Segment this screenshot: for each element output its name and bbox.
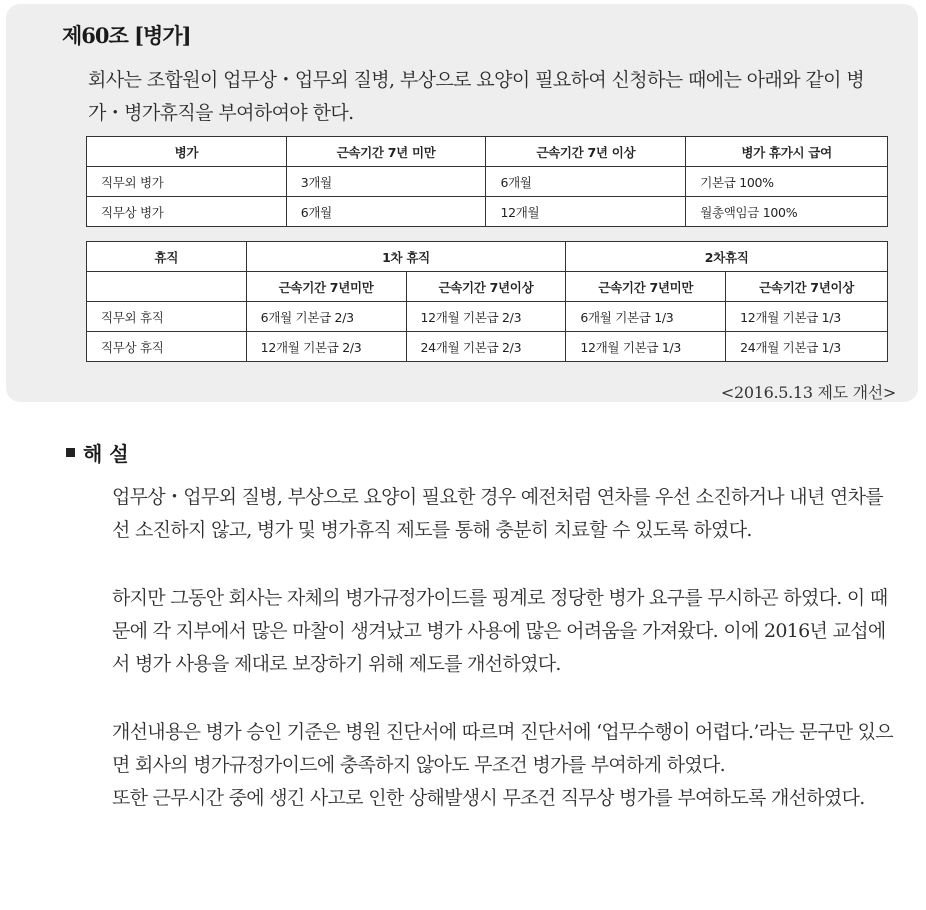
commentary-paragraph: 또한 근무시간 중에 생긴 사고로 인한 상해발생시 무조건 직무상 병가를 부여하도록 개선하였다.	[112, 787, 865, 809]
table-cell: 기본급 100%	[686, 167, 888, 197]
table-header-cell: 근속기간 7년미만	[246, 272, 406, 302]
table-header-cell: 근속기간 7년이상	[406, 272, 566, 302]
table-row	[87, 167, 888, 197]
table-header-row	[87, 242, 888, 272]
table-cell: 직무상 휴직	[87, 332, 247, 362]
commentary-title: 해 설	[83, 442, 129, 466]
table-cell: 6개월 기본급 2/3	[246, 302, 406, 332]
table-cell: 12개월 기본급 2/3	[406, 302, 566, 332]
table-cell: 24개월 기본급 2/3	[406, 332, 566, 362]
table-header-cell: 근속기간 7년미만	[566, 272, 726, 302]
table-header-cell: 2차휴직	[566, 242, 888, 272]
table-cell: 월총액임금 100%	[686, 197, 888, 227]
table-subheader-row	[87, 272, 888, 302]
table-header-cell: 근속기간 7년이상	[726, 272, 888, 302]
table-header-cell: 휴직	[87, 242, 247, 272]
commentary-paragraph: 개선내용은 병가 승인 기준은 병원 진단서에 따르며 진단서에 ‘업무수행이 어렵다.’라는 문구만 있으면 회사의 병가규정가이드에 충족하지 않아도 무조건 병가를 부여하게 하였다.	[112, 721, 893, 776]
table-cell: 6개월 기본급 1/3	[566, 302, 726, 332]
commentary-paragraph: 업무상・업무외 질병, 부상으로 요양이 필요한 경우 예전처럼 연차를 우선 소진하거나 내년 연차를 선 소진하지 않고, 병가 및 병가휴직 제도를 통해 충분히 치료할 수 있도록 하였다.	[112, 486, 883, 541]
commentary-heading	[66, 438, 129, 467]
table-header-cell	[87, 272, 247, 302]
table-header-cell: 병가 휴가시 급여	[686, 137, 888, 167]
table-header-cell: 병가	[87, 137, 287, 167]
table-row	[87, 197, 888, 227]
article-title: 제60조 [병가]	[62, 23, 191, 48]
table-header-cell: 근속기간 7년 이상	[486, 137, 686, 167]
table-row	[87, 302, 888, 332]
sick-leave-table	[86, 136, 888, 227]
table-cell: 6개월	[486, 167, 686, 197]
table-cell: 3개월	[286, 167, 486, 197]
table-cell: 6개월	[286, 197, 486, 227]
square-bullet-icon	[66, 448, 75, 457]
commentary-paragraph: 하지만 그동안 회사는 자체의 병가규정가이드를 핑계로 정당한 병가 요구를 무시하곤 하였다. 이 때문에 각 지부에서 많은 마찰이 생겨났고 병가 사용에 많은 어려움을 가져왔다. 이에 2016년 교섭에서 병가 사용을 제대로 보장하기 위해 제도를 개선하였다.	[112, 587, 888, 675]
table-cell: 직무외 휴직	[87, 302, 247, 332]
revision-note: <2016.5.13 제도 개선>	[720, 383, 896, 402]
table-header-cell: 1차 휴직	[246, 242, 566, 272]
table-header-cell: 근속기간 7년 미만	[286, 137, 486, 167]
table-cell: 직무외 병가	[87, 167, 287, 197]
table-cell: 12개월	[486, 197, 686, 227]
table-cell: 12개월 기본급 1/3	[726, 302, 888, 332]
article-body: 회사는 조합원이 업무상・업무외 질병, 부상으로 요양이 필요하여 신청하는 때에는 아래와 같이 병가・병가휴직을 부여하여야 한다.	[88, 69, 865, 124]
table-cell: 12개월 기본급 2/3	[246, 332, 406, 362]
table-cell: 12개월 기본급 1/3	[566, 332, 726, 362]
table-cell: 직무상 병가	[87, 197, 287, 227]
commentary-paragraph-group	[112, 716, 896, 815]
table-row	[87, 332, 888, 362]
leave-of-absence-table	[86, 241, 888, 362]
table-header-row	[87, 137, 888, 167]
table-cell: 24개월 기본급 1/3	[726, 332, 888, 362]
